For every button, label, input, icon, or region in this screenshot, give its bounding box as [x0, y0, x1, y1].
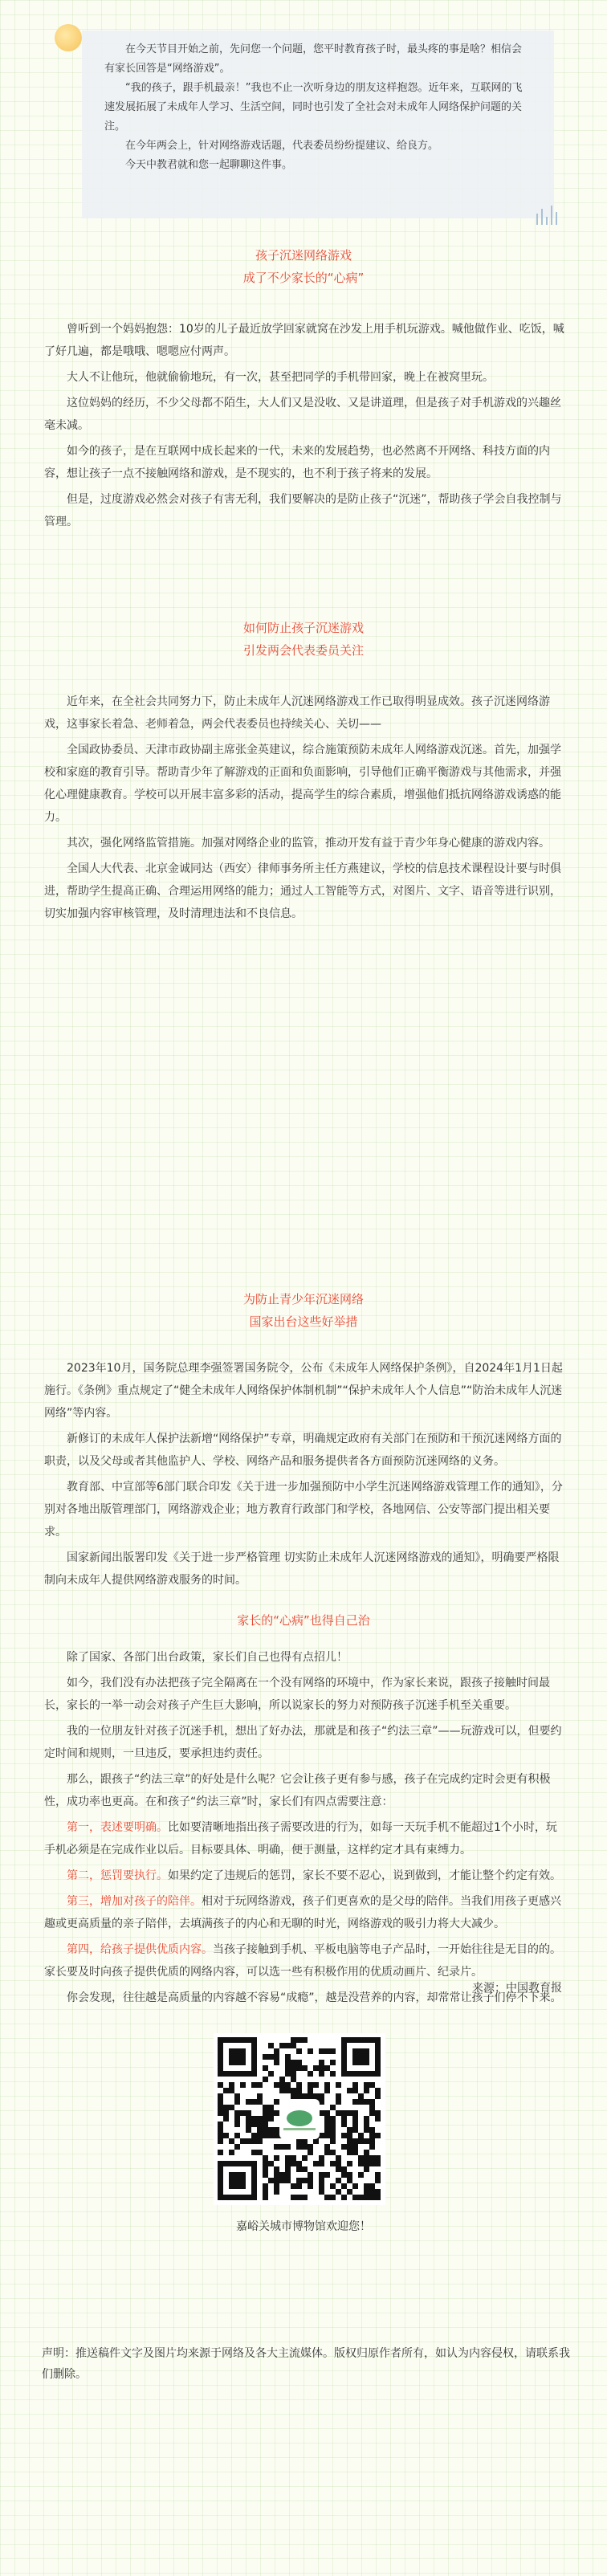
tip-paragraph: 第三，增加对孩子的陪伴。相对于玩网络游戏，孩子们更喜欢的是父母的陪伴。当我们用孩子更感兴趣或更高质量的亲子陪伴，去填满孩子的内心和无聊的时光，网络游戏的吸引力将大大减少。	[44, 1895, 561, 1930]
qr-caption: 嘉峪关城市博物馆欢迎您！	[236, 2220, 371, 2233]
section-3-heading	[0, 1288, 607, 1333]
paragraph: 这位妈妈的经历，不少父母都不陌生，大人们又是没收、又是讲道理，但是孩子对手机游戏的兴趣丝毫未减。	[44, 397, 561, 432]
paragraph: 如今，我们没有办法把孩子完全隔离在一个没有网络的环境中，作为家长来说，跟孩子接触时间最长，家长的一举一动会对孩子产生巨大影响，所以说家长的努力对预防孩子沉迷手机至关重要。	[44, 1677, 550, 1712]
decorative-circle	[55, 24, 82, 51]
section-3-title-line-1: 为防止青少年沉迷网络	[242, 1292, 364, 1306]
paragraph: 但是，过度游戏必然会对孩子有害无利，我们要解决的是防止孩子“沉迷”，帮助孩子学会自我控制与管理。	[44, 493, 562, 528]
paragraph: 全国政协委员、天津市政协副主席张金英建议，综合施策预防未成年人网络游戏沉迷。首先，加强学校和家庭的教育引导。帮助青少年了解游戏的正面和负面影响，引导他们正确平衡游戏与其他需求，并强化心理健康教育。学校可以开展丰富多彩的活动，提高学生的综合素质，增强他们抵抗网络游戏诱惑的能力。	[44, 744, 561, 824]
paragraph: 教育部、中宣部等6部门联合印发《关于进一步加强预防中小学生沉迷网络游戏管理工作的通知》，分别对各地出版管理部门，网络游戏企业；地方教育行政部门和学校，各地网信、公安等部门提出相关要求。	[44, 1481, 563, 1539]
paragraph: 大人不让他玩，他就偷偷地玩，有一次，甚至把同学的手机带回家，晚上在被窝里玩。	[67, 371, 494, 384]
paragraph: 那么，跟孩子“约法三章”的好处是什么呢？它会让孩子更有参与感，孩子在完成约定时会更有积极性，成功率也更高。在和孩子“约法三章”时，家长们有四点需要注意：	[44, 1773, 551, 1808]
museum-logo-icon	[281, 2101, 318, 2138]
paragraph: 近年来，在全社会共同努力下，防止未成年人沉迷网络游戏工作已取得明显成效。孩子沉迷网络游戏，这事家长着急、老师着急，两会代表委员也持续关心、关切——	[44, 695, 550, 731]
paragraph: 全国人大代表、北京金诚同达（西安）律师事务所主任方燕建议，学校的信息技术课程设计要与时俱进，帮助学生提高正确、合理运用网络的能力；通过人工智能等方式，对图片、文字、语音等进行识别，切实加强内容审核管理，及时清理违法和不良信息。	[44, 862, 561, 920]
paragraph: 新修订的未成年人保护法新增“网络保护”专章，明确规定政府有关部门在预防和干预沉迷网络方面的职责，以及父母或者其他监护人、学校、网络产品和服务提供者各方面预防沉迷网络的义务。	[44, 1433, 562, 1468]
section-2-title-line-2: 引发两会代表委员关注	[242, 643, 364, 658]
tip-paragraph: 第四，给孩子提供优质内容。当孩子接触到手机、平板电脑等电子产品时，一开始往往是无目的的。家长要及时向孩子提供优质的网络内容，可以选一些有积极作用的优质动画片、纪录片。	[44, 1943, 561, 1979]
tip-paragraph: 第一，表述要明确。比如要清晰地指出孩子需要改进的行为，如每一天玩手机不能超过1个小时，玩手机必须是在完成作业以后。目标要具体、明确，便于测量，这样约定才具有束缚力。	[44, 1821, 557, 1857]
section-4-title: 家长的“心病”也得自己治	[237, 1613, 370, 1628]
section-4-heading	[0, 1609, 607, 1632]
disclaimer: 声明：推送稿件文字及图片均来源于网络及各大主流媒体。版权归原作者所有，如认为内容侵权，请联系我们删除。	[42, 2347, 570, 2381]
tip-lead: 第四，给孩子提供优质内容。	[67, 1943, 213, 1956]
tip-lead: 第二，惩罚要执行。	[67, 1869, 168, 1882]
section-2-title-line-1: 如何防止孩子沉迷游戏	[242, 621, 364, 635]
section-1-heading	[0, 244, 607, 289]
intro-text	[82, 31, 554, 175]
intro-box	[82, 31, 554, 218]
section-3-title-line-2: 国家出台这些好举措	[249, 1314, 358, 1329]
section-1-title-line-2: 成了不少家长的“心病”	[242, 271, 365, 285]
intro-paragraph: 今天中教君就和您一起聊聊这件事。	[125, 159, 293, 171]
paragraph: 如今的孩子，是在互联网中成长起来的一代，未来的发展趋势，也必然离不开网络、科技方面的内容，想让孩子一点不接触网络和游戏，是不现实的，也不利于孩子将来的发展。	[44, 445, 550, 480]
section-2-body	[44, 691, 566, 928]
intro-paragraph: “我的孩子，跟手机最亲！”我也不止一次听身边的朋友这样抱怨。近年来，互联网的飞速发展拓展了未成年人学习、生活空间，同时也引发了全社会对未成年人网络保护问题的关注。	[104, 82, 523, 132]
paragraph: 我的一位朋友针对孩子沉迷手机，想出了好办法，那就是和孩子“约法三章”——玩游戏可以，但要约定时间和规则，一旦违反，要承担违约责任。	[44, 1725, 562, 1760]
paragraph: 国家新闻出版署印发《关于进一步严格管理 切实防止未成年人沉迷网络游戏的通知》，明确要严格限制向未成年人提供网络游戏服务的时间。	[44, 1551, 560, 1587]
section-1-title-line-1: 孩子沉迷网络游戏	[255, 248, 352, 263]
decorative-bars	[533, 206, 560, 225]
paragraph: 曾听到一个妈妈抱怨：10岁的儿子最近放学回家就窝在沙发上用手机玩游戏。喊他做作业、吃饭，喊了好几遍，都是哦哦、嗯嗯应付两声。	[44, 323, 564, 358]
paragraph: 2023年10月，国务院总理李强签署国务院令，公布《未成年人网络保护条例》，自2024年1月1日起施行。《条例》重点规定了“健全未成年人网络保护体制机制”“保护未成年人个人信息”“防治未成年人沉迷网络”等内容。	[44, 1362, 563, 1420]
tip-paragraph: 第二，惩罚要执行。如果约定了违规后的惩罚，家长不要不忍心，说到做到，才能让整个约定有效。	[67, 1869, 561, 1882]
paragraph: 除了国家、各部门出台政策，家长们自己也得有点招儿！	[67, 1651, 348, 1664]
tip-lead: 第一，表述要明确。	[67, 1821, 168, 1834]
section-1-body	[44, 318, 566, 536]
tip-lead: 第三，增加对孩子的陪伴。	[67, 1895, 202, 1908]
section-2-heading	[0, 617, 607, 662]
source-credit: 来源：中国教育报	[472, 1982, 562, 1995]
section-4-body	[44, 1646, 566, 2012]
paragraph: 其次，强化网络监管措施。加强对网络企业的监管，推动开发有益于青少年身心健康的游戏内容。	[67, 837, 550, 850]
intro-paragraph: 在今年两会上，针对网络游戏话题，代表委员纷纷提建议、给良方。	[125, 140, 439, 152]
section-3-body	[44, 1357, 566, 1595]
paragraph: 你会发现，往往越是高质量的内容越不容易“成瘾”，越是没营养的内容，却常常让孩子们停不下来。	[67, 1991, 562, 2004]
intro-paragraph: 在今天节目开始之前，先问您一个问题，您平时教育孩子时，最头疼的事是啥？相信会有家长回答是“网络游戏”。	[104, 43, 523, 75]
qr-code[interactable]	[214, 2033, 385, 2205]
